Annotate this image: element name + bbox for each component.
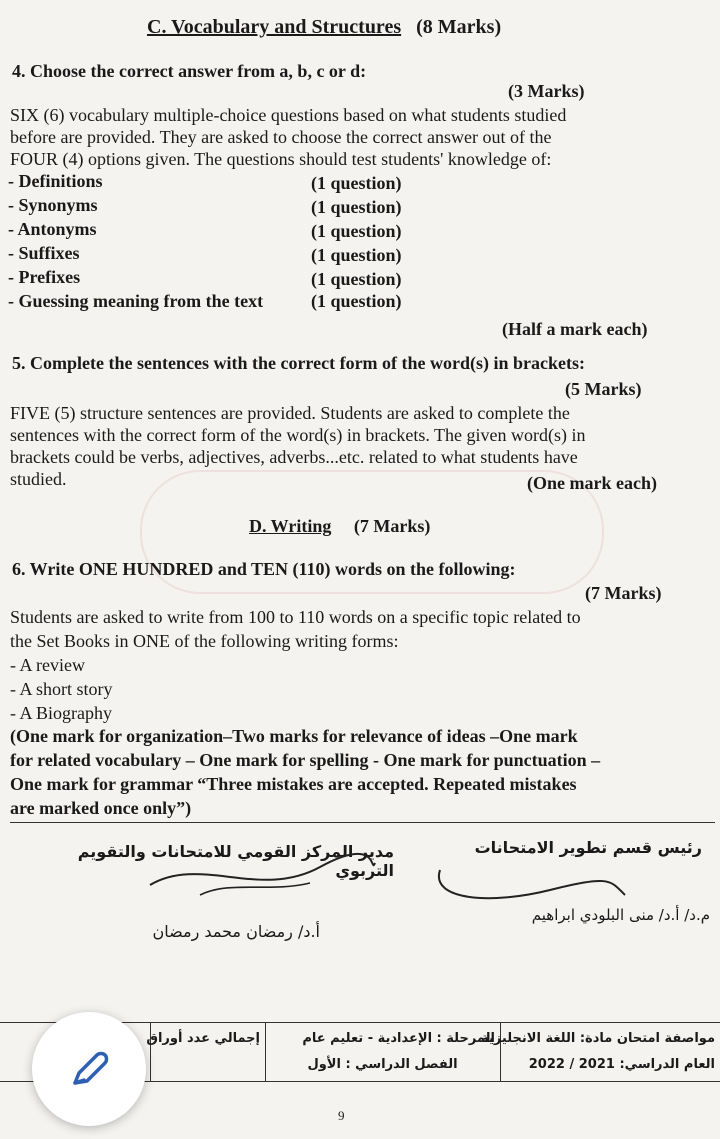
q4-note: (Half a mark each)	[502, 319, 648, 339]
section-d-title: D. Writing	[249, 516, 332, 536]
section-d-heading	[249, 515, 430, 537]
q6-criteria-line-3: One mark for grammar “Three mistakes are accepted. Repeated mistakes	[10, 774, 577, 794]
right-signatory-title: رئيس قسم تطوير الامتحانات	[474, 838, 702, 857]
section-c-heading	[147, 16, 501, 38]
footer-year: العام الدراسي: 2021 / 2022	[528, 1057, 715, 1072]
edit-fab-button[interactable]	[32, 1012, 146, 1126]
q4-item-label: - Prefixes	[8, 267, 81, 287]
q6-criteria-line-2: for related vocabulary – One mark for spelling - One mark for punctuation –	[10, 750, 601, 770]
q4-item-count: (1 question)	[311, 291, 402, 311]
q5-marks: (5 Marks)	[565, 379, 642, 399]
q5-note: (One mark each)	[527, 473, 657, 493]
footer-divider	[265, 1023, 266, 1081]
q5-para-line-1: FIVE (5) structure sentences are provided. Students are asked to complete the	[10, 403, 570, 423]
q4-para-line-3: FOUR (4) options given. The questions should test students' knowledge of:	[10, 149, 552, 169]
footer-stage: المرحلة : الإعدادية - تعليم عام	[302, 1031, 495, 1046]
right-handwritten-signature	[430, 860, 630, 910]
q5-para-line-4: studied.	[10, 469, 67, 489]
right-signatory-name: م.د/ أ.د/ منى البلودي ابراهيم	[531, 906, 710, 924]
q4-item-label: - Suffixes	[8, 243, 80, 263]
q4-item-label: - Synonyms	[8, 195, 98, 215]
q6-para-line-1: Students are asked to write from 100 to 110 words on a specific topic related to	[10, 607, 581, 627]
section-c-title: C. Vocabulary and Structures	[147, 16, 402, 38]
q4-item-label: - Antonyms	[8, 219, 97, 239]
q6-criteria-line-4: are marked once only”)	[10, 798, 192, 818]
q6-form: - A review	[10, 655, 85, 675]
q4-item-label: - Guessing meaning from the text	[8, 291, 264, 311]
q6-title: 6. Write ONE HUNDRED and TEN (110) words on the following:	[12, 559, 516, 579]
left-handwritten-signature	[140, 845, 380, 905]
q5-para-line-3: brackets could be verbs, adjectives, adverbs...etc. related to what students have	[10, 447, 578, 467]
left-signatory-name: أ.د/ رمضان محمد رمضان	[152, 922, 320, 941]
q5-para-line-2: sentences with the correct form of the word(s) in brackets. The given word(s) in	[10, 425, 586, 445]
q6-marks: (7 Marks)	[585, 583, 662, 603]
footer-term: الفصل الدراسي : الأول	[307, 1057, 458, 1072]
q6-criteria-line-1: (One mark for organization–Two marks for relevance of ideas –One mark	[10, 726, 578, 746]
q6-form: - A short story	[10, 679, 113, 699]
footer-pages: إجمالي عدد أوراق	[146, 1031, 260, 1046]
q4-item-count: (1 question)	[311, 221, 402, 241]
q4-item-count: (1 question)	[311, 173, 402, 193]
q4-item-count: (1 question)	[311, 245, 402, 265]
section-d-marks: (7 Marks)	[353, 516, 431, 536]
q6-para-line-2: the Set Books in ONE of the following writing forms:	[10, 631, 399, 651]
section-divider	[10, 822, 715, 823]
page-number: 9	[338, 1108, 345, 1123]
q4-para-line-2: before are provided. They are asked to choose the correct answer out of the	[10, 127, 552, 147]
footer-spec: مواصفة امتحان مادة: اللغة الانجليزية	[481, 1031, 715, 1046]
q4-item-label: - Definitions	[8, 171, 103, 191]
q4-marks: (3 Marks)	[508, 81, 585, 101]
left-signatory-title: مدير المركز القومي للامتحانات والتقويم التربوي	[77, 842, 394, 880]
q5-title: 5. Complete the sentences with the correct form of the word(s) in brackets:	[12, 353, 586, 373]
q4-item-count: (1 question)	[311, 269, 402, 289]
section-c-marks: (8 Marks)	[416, 16, 502, 38]
q4-para-line-1: SIX (6) vocabulary multiple-choice questions based on what students studied	[10, 105, 567, 125]
q6-form: - A Biography	[10, 703, 112, 723]
pencil-icon	[67, 1047, 111, 1091]
q4-title: 4. Choose the correct answer from a, b, c or d:	[12, 61, 367, 81]
q4-item-count: (1 question)	[311, 197, 402, 217]
